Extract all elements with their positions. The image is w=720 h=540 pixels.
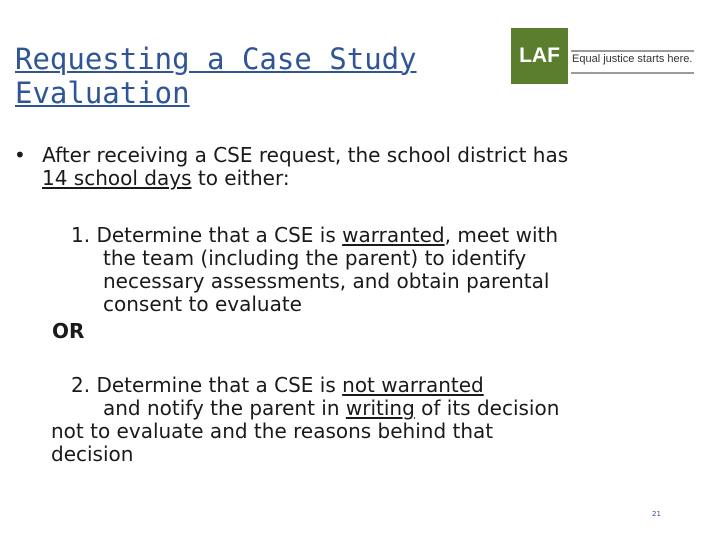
page-number: 21 [652, 510, 661, 518]
item-2-line-2: and notify the parent in writing of its decision [103, 396, 560, 420]
item-1-line-2: the team (including the parent) to identify [103, 246, 527, 270]
item-2-number: 2. [71, 373, 91, 397]
bullet-dot: • [14, 143, 26, 167]
bullet-text-1: After receiving a CSE request, the school district has [42, 143, 569, 167]
logo-rule-bottom [571, 72, 694, 74]
bullet-text-2: to either: [191, 166, 290, 190]
item-1-line-4: consent to evaluate [103, 292, 302, 316]
bullet-line-1 [14, 144, 568, 167]
title-line-1: Requesting a Case Study [15, 42, 417, 76]
or-label: OR [52, 319, 85, 343]
logo-mark: LAF [511, 28, 568, 84]
item-1-number: 1. [71, 223, 91, 247]
logo-tagline: Equal justice starts here. [572, 53, 693, 65]
item-1-line-3: necessary assessments, and obtain parental [103, 269, 550, 293]
not-warranted-text: not warranted [342, 373, 484, 397]
item-2-line-3: not to evaluate and the reasons behind that [51, 419, 494, 443]
warranted-text: warranted [342, 223, 445, 247]
item-2-line-1: 2. Determine that a CSE is not warranted [71, 373, 484, 397]
title-line-2: Evaluation [15, 76, 190, 110]
laf-logo [511, 28, 694, 84]
item-1-line-1: 1. Determine that a CSE is warranted, meet with [71, 223, 559, 247]
writing-text: writing [345, 396, 415, 420]
item-2-line-4: decision [51, 442, 134, 466]
logo-rule-top [571, 50, 694, 52]
bullet-line-2 [42, 167, 290, 190]
page-title [15, 42, 417, 110]
fourteen-school-days: 14 school days [42, 166, 192, 190]
